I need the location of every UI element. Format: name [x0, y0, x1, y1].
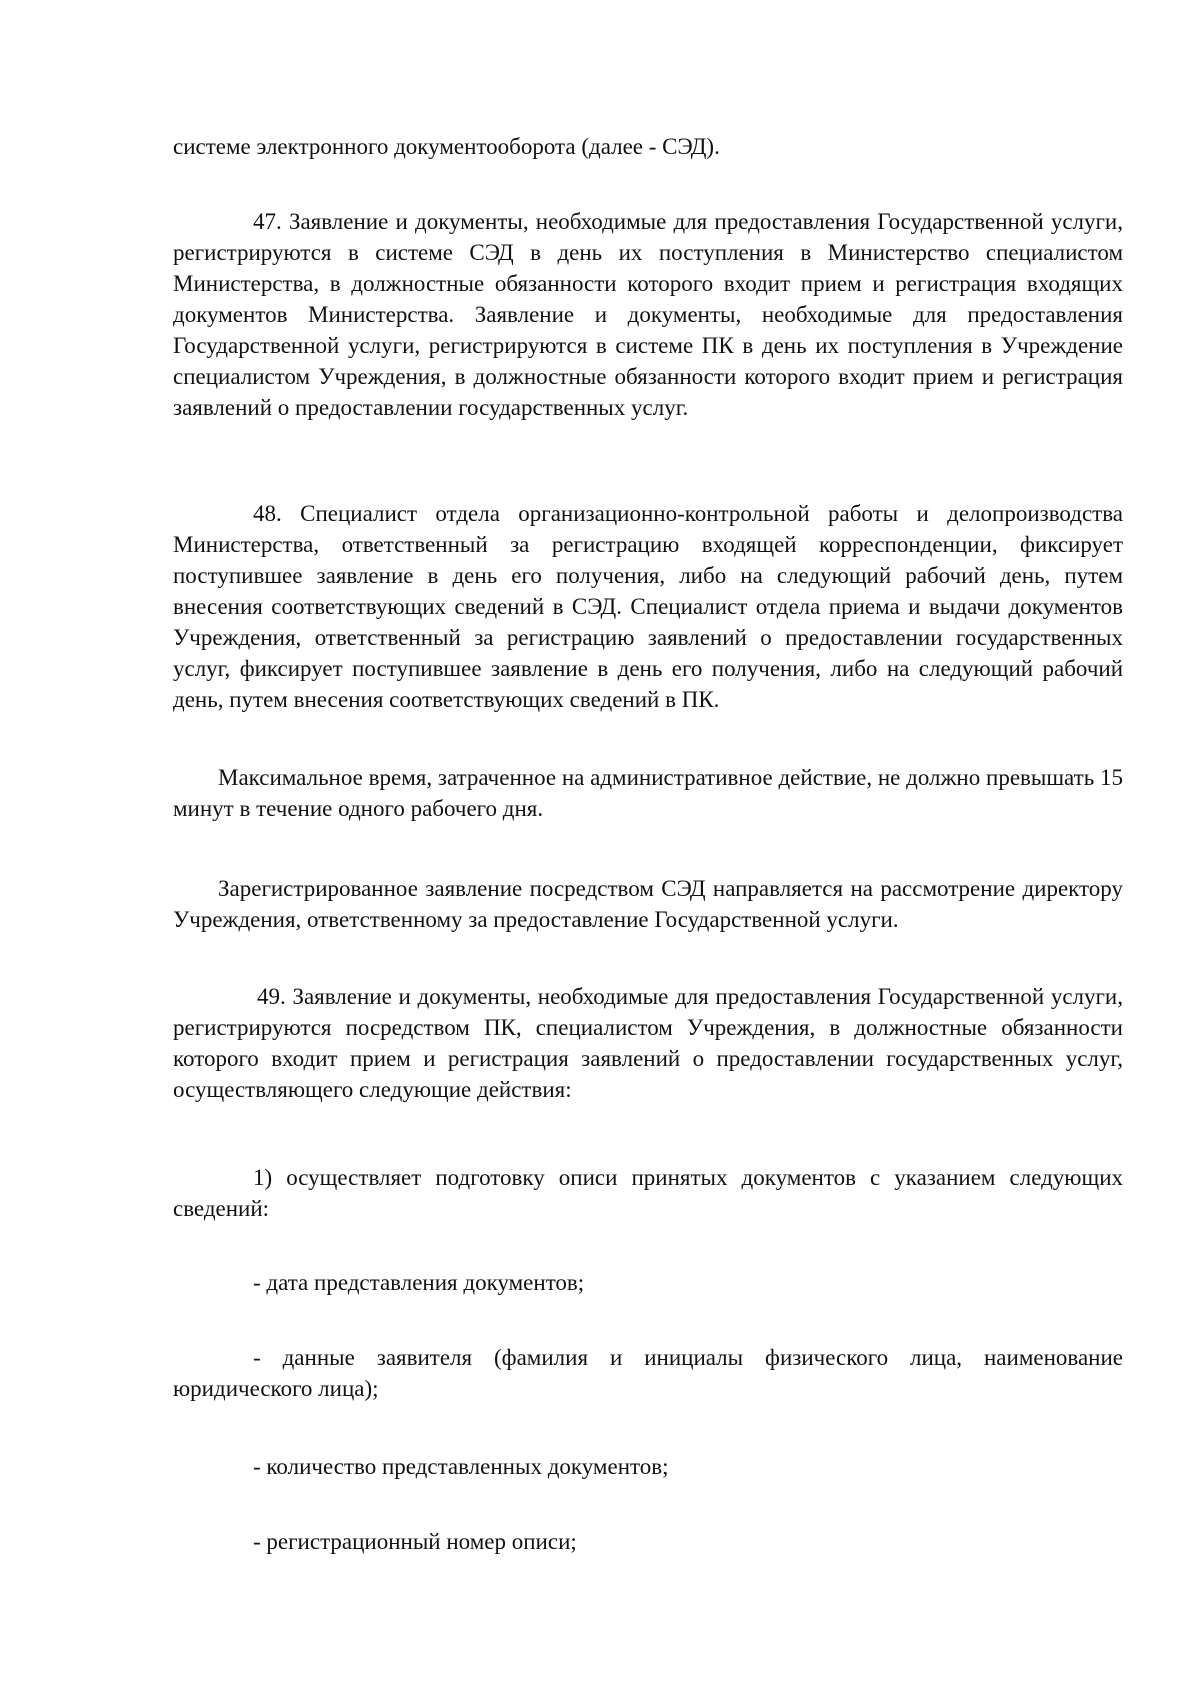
list-item-inventory: 1) осуществляет подготовку описи принятых документов с указанием следующих сведений: [173, 1165, 1123, 1221]
paragraph-47: 47. Заявление и документы, необходимые для предоставления Государственной услуги, регистрируются в системе СЭД в день их поступления в Министерство специалистом Министерства, в должностные обязанности которого входит прием и регистрация входящих документов Министерства. Заявление и документы, необходимые для предоставления Государственной услуги, регистрируются в системе ПК в день их поступления в Учреждение специалистом Учреждения, в должностные обязанности которого входит прием и регистрация заявлений о предоставлении государственных услуг. [173, 209, 1123, 420]
list-item-registration-number: - регистрационный номер описи; [253, 1529, 577, 1554]
list-item-document-count: - количество представленных документов; [253, 1454, 669, 1479]
paragraph-registered-application: Зарегистрированное заявление посредством СЭД направляется на рассмотрение директору Учреждения, ответственному за предоставление Государственной услуги. [173, 876, 1123, 932]
paragraph-max-time: Максимальное время, затраченное на административное действие, не должно превышать 15 минут в течение одного рабочего дня. [173, 765, 1123, 821]
list-item-date: - дата представления документов; [253, 1270, 585, 1295]
list-item-applicant-data: - данные заявителя (фамилия и инициалы физического лица, наименование юридического лица); [173, 1345, 1123, 1401]
paragraph-48: 48. Специалист отдела организационно-контрольной работы и делопроизводства Министерства, ответственный за регистрацию входящей корреспонденции, фиксирует поступившее заявление в день его получения, либо на следующий рабочий день, путем внесения соответствующих сведений в СЭД. Специалист отдела приема и выдачи документов Учреждения, ответственный за регистрацию заявлений о предоставлении государственных услуг, фиксирует поступившее заявление в день его получения, либо на следующий рабочий день, путем внесения соответствующих сведений в ПК. [173, 501, 1123, 712]
paragraph-sed-continuation: системе электронного документооборота (далее - СЭД). [173, 134, 720, 159]
paragraph-49: 49. Заявление и документы, необходимые для предоставления Государственной услуги, регистрируются посредством ПК, специалистом Учреждения, в должностные обязанности которого входит прием и регистрация заявлений о предоставлении государственных услуг, осуществляющего следующие действия: [173, 984, 1123, 1102]
